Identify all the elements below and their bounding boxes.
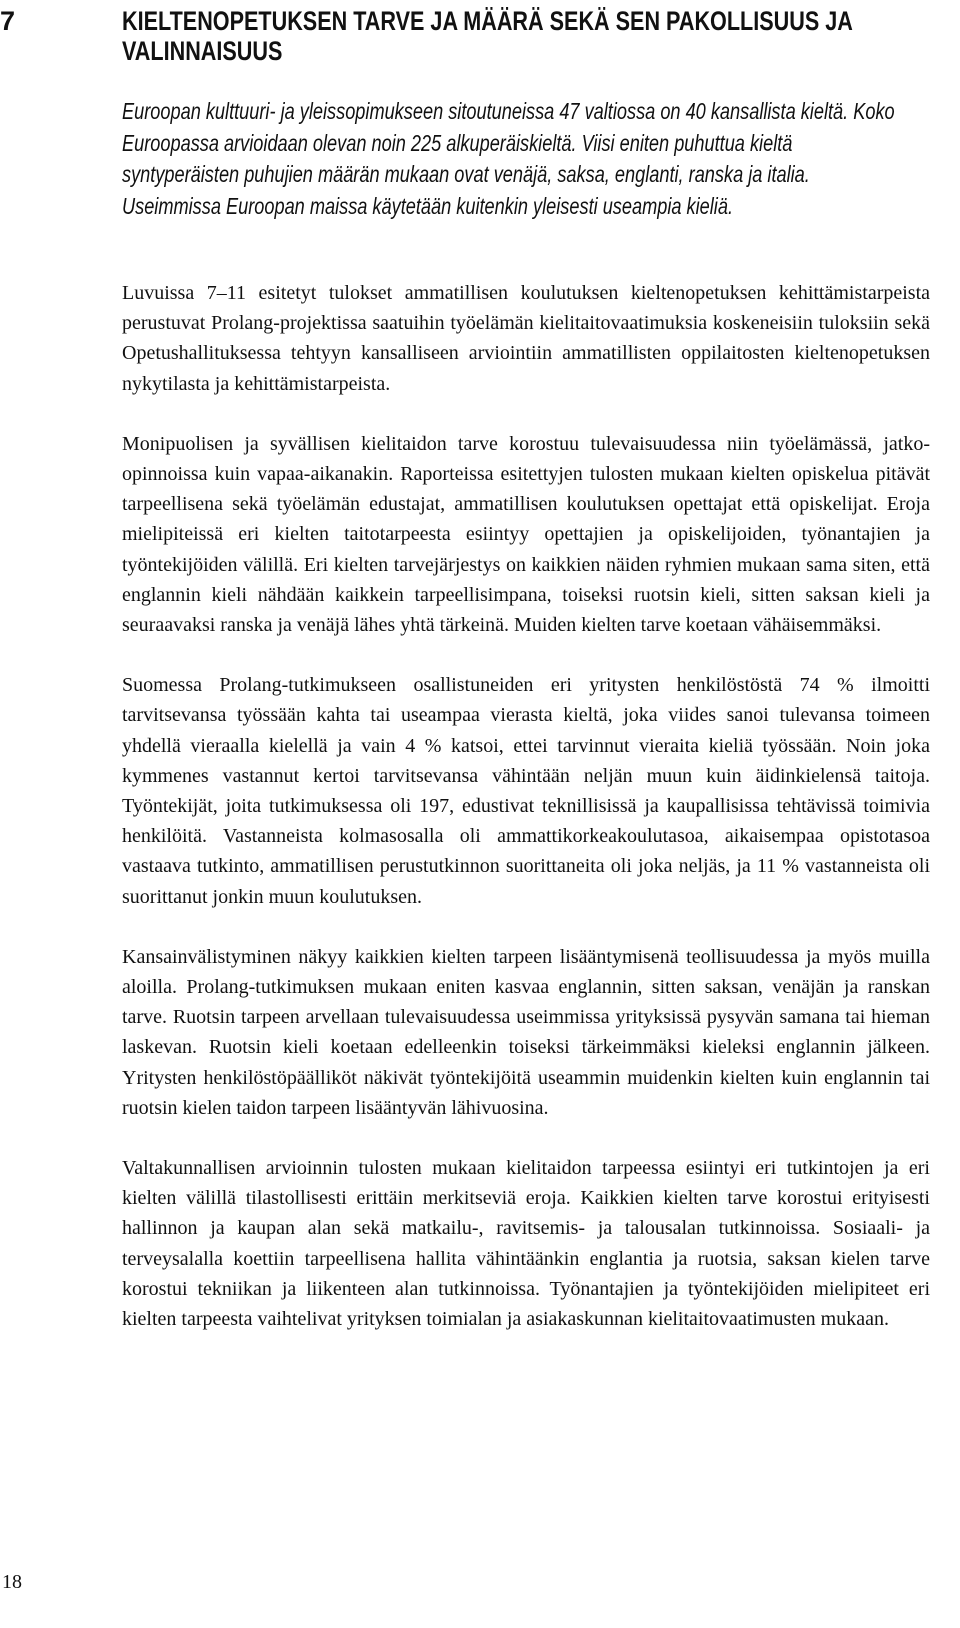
paragraph-3: Suomessa Prolang-tutkimukseen osallistuneiden eri yritysten henkilöstöstä 74 % ilmoitti tarvitsevansa työssään kahta tai useampaa vierasta kieltä, joka viides sanoi tulevansa toimeen yhdellä vieraalla kielellä ja vain 4 % katsoi, ettei tarvinnut vieraita kieliä työssään. Noin joka kymmenes vastannut kertoi tarvitsevansa vähintään neljän muun kuin äidinkielensä taitoja. Työntekijät, joita tutkimuksessa oli 197, edustivat teknillisissä ja kaupallisissa tehtävissä toimivia henkilöitä. Vastanneista kolmasosalla oli ammattikorkeakoulutasoa, aikaisempaa opistotasoa vastaava tutkinto, ammatillisen perustutkinnon suorittaneita oli joka neljäs, ja 11 % vastanneista oli suorittanut jonkin muun koulutuksen. (122, 674, 930, 908)
body-text (122, 278, 930, 1364)
chapter-title: KIELTENOPETUKSEN TARVE JA MÄÄRÄ SEKÄ SEN PAKOLLISUUS JA VALINNAISUUS (122, 6, 853, 66)
intro-paragraph: Euroopan kulttuuri- ja yleissopimukseen sitoutuneissa 47 valtiossa on 40 kansallista kieltä. Koko Euroopassa arvioidaan olevan noin 225 alkuperäiskieltä. Viisi eniten puhuttua kieltä syntyperäisten puhujien määrän mukaan ovat venäjä, saksa, englanti, ranska ja italia. Useimmissa Euroopan maissa käytetään kuitenkin yleisesti useampia kieliä. (122, 98, 895, 219)
page-number: 18 (2, 1571, 22, 1593)
paragraph-5: Valtakunnallisen arvioinnin tulosten mukaan kielitaidon tarpeessa esiintyi eri tutkintojen ja eri kielten välillä tilastollisesti erittäin merkitseviä eroja. Kaikkien kielten tarve korostui erityisesti hallinnon ja kaupan alan sekä matkailu-, ravitsemis- ja talousalan tutkinnoissa. Sosiaali- ja terveysalalla koettiin tarpeellisena hallita vähintäänkin englantia ja ruotsia, saksan kielen tarve korostui tekniikan ja liikenteen alan tutkinnoissa. Työnantajien ja työntekijöiden mielipiteet eri kielten tarpeesta vaihtelivat yrityksen toimialan ja asiakaskunnan kielitaitovaatimusten mukaan. (122, 1157, 930, 1331)
intro-lead (122, 96, 896, 222)
paragraph-1: Luvuissa 7–11 esitetyt tulokset ammatillisen koulutuksen kieltenopetuksen kehittämistarpeista perustuvat Prolang-projektissa saatuihin työelämän kielitaitovaatimuksia koskeneisiin tuloksiin sekä Opetushallituksessa tehtyyn kansalliseen arviointiin ammatillisten oppilaitosten kieltenopetuksen nykytilasta ja kehittämistarpeista. (122, 282, 930, 395)
chapter-number: 7 (0, 6, 16, 36)
paragraph-2: Monipuolisen ja syvällisen kielitaidon tarve korostuu tulevaisuudessa niin työelämässä, jatko- opinnoissa kuin vapaa-aikanakin. Raporteissa esitettyjen tulosten mukaan kielten opiskelua pitävät tarpeellisena sekä työelämän edustajat, ammatillisen koulutuksen opettajat että opiskelijat. Eroja mielipiteissä eri kielten taitotarpeesta esiintyy opettajien ja opiskelijoiden, työnantajien ja työntekijöiden välillä. Eri kielten tarvejärjestys on kaikkien näiden ryhmien mukaan sama siten, että englannin kieli nähdään kaikkein tarpeellisimpana, toiseksi ruotsin kieli, sitten saksan kieli ja seuraavaksi ranska ja venäjä lähes yhtä tärkeinä. Muiden kielten tarve koetaan vähäisemmäksi. (122, 432, 930, 637)
paragraph-4: Kansainvälistyminen näkyy kaikkien kielten tarpeen lisääntymisenä teollisuudessa ja myös muilla aloilla. Prolang-tutkimuksen mukaan eniten kasvaa englannin, sitten saksan, venäjän ja ranskan tarve. Ruotsin tarpeen arvellaan tulevaisuudessa useimmissa yrityksissä pysyvän samana tai hieman laskevan. Ruotsin kieli koetaan edelleenkin toiseksi tärkeimmäksi kieleksi englannin jälkeen. Yritysten henkilöstöpäälliköt näkivät työntekijöitä useammin muidenkin kielten kuin englannin tai ruotsin kielen taidon tarpeen lisääntyvän lähivuosina. (122, 945, 930, 1119)
